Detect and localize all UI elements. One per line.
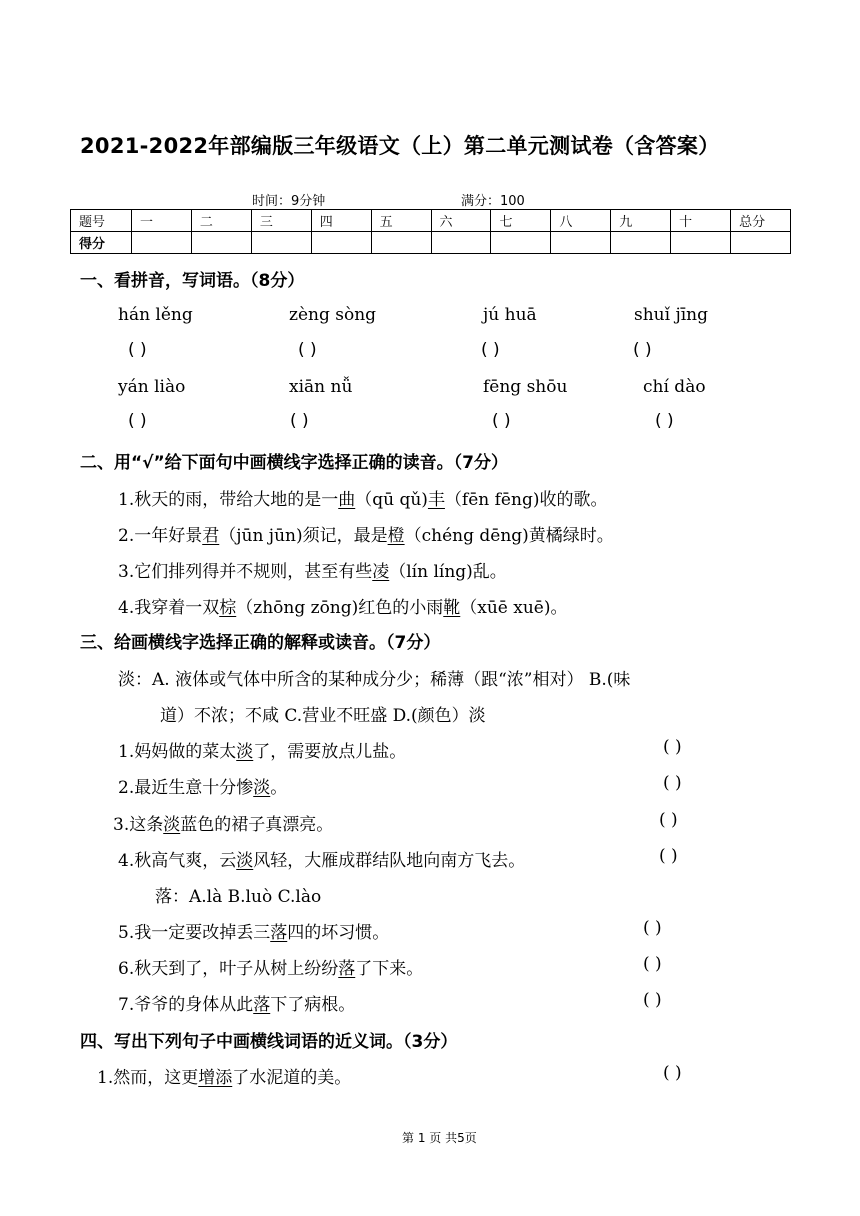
question-item: 3.它们排列得并不规则，甚至有些凌（lín líng)乱。 [118,562,507,582]
full-score-info: 满分：100 [461,194,525,209]
score-cell: 一 [132,210,192,232]
answer-blank[interactable]: ( ) [643,954,662,974]
score-input-cell[interactable] [731,232,791,254]
score-cell: 六 [431,210,491,232]
score-input-cell[interactable] [251,232,311,254]
answer-blank[interactable]: ( ) [663,737,682,757]
question-item: 4.秋高气爽，云淡风轻，大雁成群结队地向南方飞去。 [118,851,526,871]
underlined-char: 靴 [443,598,461,618]
pinyin-item: jú huā [483,305,537,325]
answer-blank[interactable]: ( ) [128,340,147,360]
score-input-cell[interactable] [132,232,192,254]
underlined-word: 增添 [198,1068,233,1088]
underlined-char: 凌 [372,562,390,582]
score-row-label: 得分 [71,232,132,254]
score-cell: 二 [191,210,251,232]
score-cell: 七 [491,210,551,232]
score-cell: 八 [551,210,611,232]
question-item: 4.我穿着一双棕（zhōng zōng)红色的小雨靴（xūē xuē)。 [118,598,568,618]
answer-blank[interactable]: ( ) [663,1063,682,1083]
definition-line: 淡：A. 液体或气体中所含的某种成分少；稀薄（跟“浓”相对） B.(味 [118,670,631,690]
answer-blank[interactable]: ( ) [298,340,317,360]
answer-blank[interactable]: ( ) [492,411,511,431]
reading-options: 落：A.là B.luò C.lào [155,887,322,907]
score-cell: 十 [671,210,731,232]
answer-blank[interactable]: ( ) [481,340,500,360]
time-info: 时间：9分钟 [252,194,326,209]
answer-blank[interactable]: ( ) [659,846,678,866]
pinyin-item: hán lěng [118,305,193,325]
underlined-char: 淡 [236,742,254,762]
score-table-header-row [71,210,791,232]
pinyin-item: fēng shōu [483,377,568,397]
underlined-char: 丰 [427,490,445,510]
pinyin-item: chí dào [643,377,706,397]
score-cell: 题号 [71,210,132,232]
page-footer: 第 1 页 共5页 [402,1131,477,1145]
underlined-char: 淡 [236,851,254,871]
question-item: 2.最近生意十分惨淡。 [118,778,288,798]
underlined-char: 淡 [253,778,271,798]
pinyin-item: yán liào [118,377,186,397]
answer-blank[interactable]: ( ) [290,411,309,431]
question-item: 6.秋天到了，叶子从树上纷纷落了下来。 [118,959,424,979]
score-input-cell[interactable] [671,232,731,254]
question-item: 2.一年好景君（jūn jūn)须记，最是橙（chéng dēng)黄橘绿时。 [118,526,614,546]
answer-blank[interactable]: ( ) [643,990,662,1010]
question-item: 1.妈妈做的菜太淡了，需要放点儿盐。 [118,742,407,762]
question-item: 1.秋天的雨，带给大地的是一曲（qū qǔ)丰（fēn fēng)收的歌。 [118,490,608,510]
score-input-cell[interactable] [371,232,431,254]
answer-blank[interactable]: ( ) [663,773,682,793]
section-2-heading: 二、用“√”给下面句中画横线字选择正确的读音。（7分） [80,453,509,473]
underlined-char: 棕 [219,598,237,618]
underlined-char: 橙 [387,526,405,546]
underlined-char: 曲 [338,490,356,510]
question-item: 3.这条淡蓝色的裙子真漂亮。 [113,815,334,835]
underlined-char: 落 [270,923,288,943]
question-item: 7.爷爷的身体从此落下了病根。 [118,995,356,1015]
score-cell: 总分 [731,210,791,232]
pinyin-item: shuǐ jīng [634,305,709,325]
score-input-cell[interactable] [311,232,371,254]
question-item: 5.我一定要改掉丢三落四的坏习惯。 [118,923,390,943]
underlined-char: 君 [202,526,220,546]
score-cell: 四 [311,210,371,232]
answer-blank[interactable]: ( ) [128,411,147,431]
score-cell: 九 [611,210,671,232]
pinyin-item: xiān nǚ [289,377,353,397]
score-cell: 三 [251,210,311,232]
score-input-cell[interactable] [611,232,671,254]
answer-blank[interactable]: ( ) [659,810,678,830]
answer-blank[interactable]: ( ) [643,918,662,938]
score-input-cell[interactable] [191,232,251,254]
score-input-cell[interactable] [431,232,491,254]
section-1-heading: 一、看拼音，写词语。（8分） [80,271,305,291]
score-table-score-row [71,232,791,254]
definition-line: 道）不浓；不咸 C.营业不旺盛 D.(颜色）淡 [160,706,486,726]
section-3-heading: 三、给画横线字选择正确的解释或读音。（7分） [80,633,441,653]
answer-blank[interactable]: ( ) [633,340,652,360]
page-title: 2021-2022年部编版三年级语文（上）第二单元测试卷（含答案） [80,134,720,158]
underlined-char: 落 [253,995,271,1015]
pinyin-item: zèng sòng [289,305,377,325]
question-item: 1.然而，这更增添了水泥道的美。 [97,1068,352,1088]
underlined-char: 落 [338,959,356,979]
score-input-cell[interactable] [551,232,611,254]
underlined-char: 淡 [163,815,181,835]
section-4-heading: 四、写出下列句子中画横线词语的近义词。（3分） [80,1032,458,1052]
score-cell: 五 [371,210,431,232]
score-table [70,209,791,254]
score-input-cell[interactable] [491,232,551,254]
answer-blank[interactable]: ( ) [655,411,674,431]
